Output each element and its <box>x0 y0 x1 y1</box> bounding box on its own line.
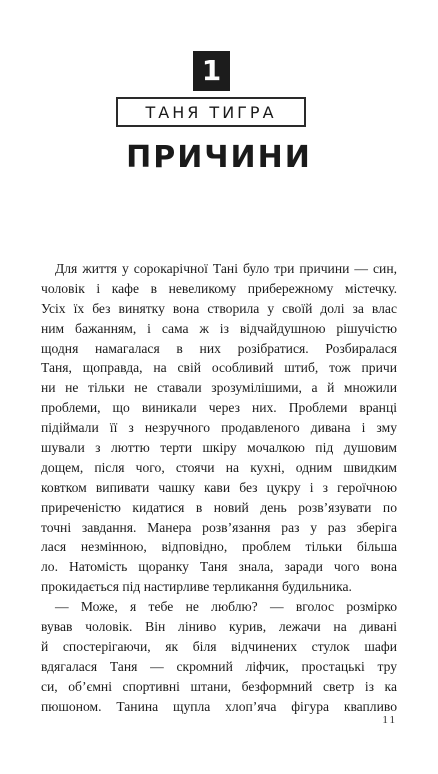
text-line: приреченістю кидатися в новий день розв’язувати по <box>41 499 397 515</box>
chapter-number-box <box>193 51 230 91</box>
text-line: проблеми, що виникали через них. Проблеми вранці <box>41 400 397 416</box>
text-line: ло. Натомість щоранку Таня знала, заради чого вона <box>41 559 397 575</box>
chapter-subtitle-frame <box>116 97 306 127</box>
text-line: дощем, після чого, стоячи на кухні, одним швидким <box>41 459 397 475</box>
text-line: Для життя у сорокарічної Тані було три причини — син, <box>55 261 397 276</box>
text-line: ни не тільки не ставали зрозумілішими, а й множили <box>41 380 397 396</box>
text-line: й спостерігаючи, як біля відчинених стулок шафи <box>41 638 397 654</box>
text-line: щодня намагалася в них розібратися. Розбиралася <box>41 340 397 356</box>
text-line: Таня, щоправда, на свій особливий штиб, тож причи <box>41 360 397 376</box>
chapter-number: 1 <box>201 54 222 87</box>
text-line: пюшоном. Танина щупла хлоп’яча фігура квапливо <box>41 698 397 714</box>
text-line: шували з люттю терти шкіру мочалкою під душовим <box>41 440 397 456</box>
text-line: — Може, я тебе не люблю? — вголос розмірко <box>55 599 397 615</box>
text-line: Усіх їх без винятку вона створила у своїй долі за влас <box>41 300 397 316</box>
text-line: си, об’ємні спортивні штани, безформний светр із ка <box>41 678 397 694</box>
text-line: точні завдання. Манера розв’язання раз у раз зберіга <box>41 519 397 535</box>
text-line: вдягалася Таня — скромний ліфчик, простацькі тру <box>41 658 397 674</box>
text-line: прокидається під настирливе терликання будильника. <box>41 579 352 595</box>
text-line: лася незмінною, відповідно, проблем тільки більша <box>41 539 397 555</box>
text-line: чоловік і кафе в невеликому прибережному містечку. <box>41 280 397 296</box>
text-line: ним бажанням, і сама ж із відчайдушною рішучістю <box>41 320 397 336</box>
page-number: 11 <box>382 714 397 726</box>
chapter-title: ПРИЧИНИ <box>126 140 312 175</box>
text-line: підіймали її з незручного продавленого дивана і зму <box>41 420 397 436</box>
text-line: вував чоловік. Він ліниво курив, лежачи на дивані <box>41 619 397 635</box>
body-text <box>41 259 397 716</box>
chapter-subtitle: ТАНЯ ТИГРА <box>145 102 277 122</box>
text-line: ковтком випивати чашку кави без цукру і з героїчною <box>41 479 397 495</box>
